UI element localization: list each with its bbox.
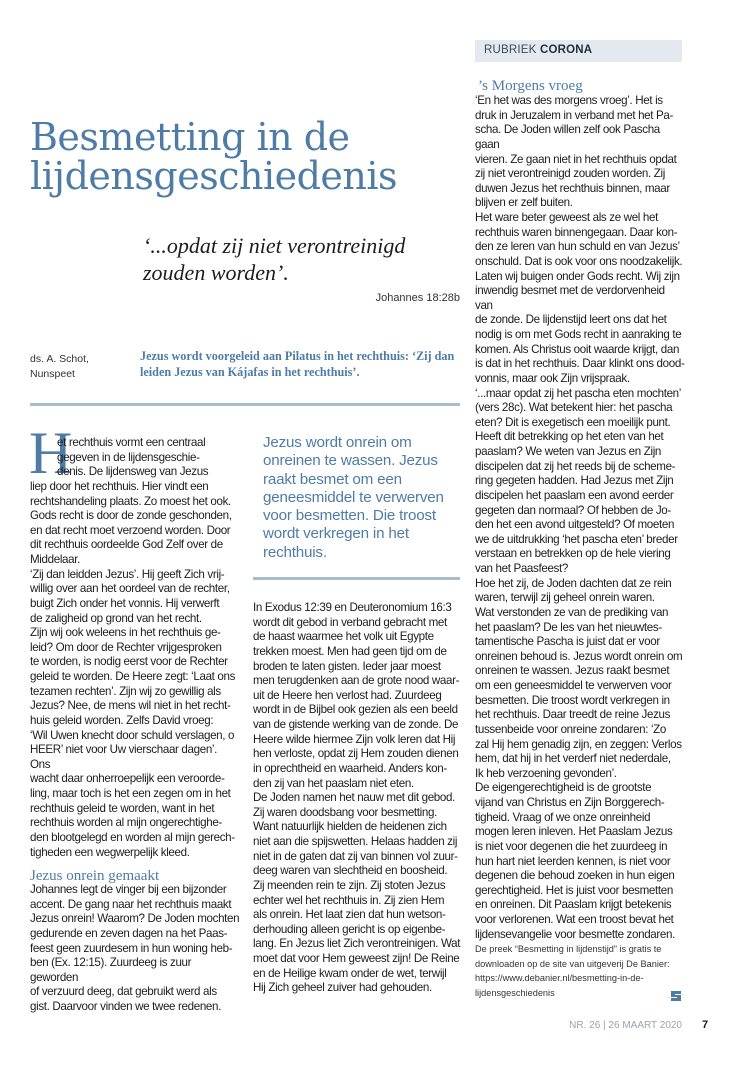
column-1-body-continued	[30, 883, 240, 1015]
subheading-morgens: ’s Morgens vroeg	[478, 78, 583, 94]
pull-quote: Jezus wordt onrein om onreinen te wassen. Jezus raakt besmet om een geneesmiddel te verwerven voor besmetten. Die troost wordt verkregen in het rechthuis.	[263, 434, 444, 561]
rubric-name: CORONA	[539, 44, 593, 56]
subheading-onrein: Jezus onrein gemaakt	[30, 868, 160, 884]
divider-rule	[30, 403, 460, 406]
column-3-text: ‘En het was des morgens vroeg’. Het is druk in Jeruzalem in verband met het Pa- scha. De Joden willen zelf ook Pascha gaan vieren. Ze gaan niet in het rechthuis opdat zij niet verontreinigd zouden worden. Zij duwen Jezus het rechthuis binnen, maar blijven er zelf buiten. Het ware beter geweest als ze wel het rechthuis waren binnengegaan. Daar kon- den ze leren van hun schuld en van Jezus’ onschuld. Dat is ook voor ons noodzakelijk. Laten wij buigen onder Gods recht. Wij zijn inwendig besmet met de verdorvenheid van de zonde. De lijdenstijd leert ons dat het nodig is om met Gods recht in aanraking te komen. Als Christus ooit waarde krijgt, dan is dat in het rechthuis. Daar klinkt ons dood- vonnis, maar ook Zijn vrijspraak. ‘...maar opdat zij het pascha eten mochten’ (vers 28c). Wat betekent hier: het pascha eten? Dit is exegetisch een moeilijk punt. Heeft dit betrekking op het eten van het paaslam? We weten van Jezus en Zijn discipelen dat zij het reeds bij de scheme- ring gegeten hadden. Had Jezus met Zijn discipelen het paaslam een avond eerder gegeten dan normaal? Of hebben de Jo- den het een avond uitgesteld? Of moeten we de uitdrukking ‘het pascha eten’ breder verstaan en betrekken op de hele viering van het Paasfeest? Hoe het zij, de Joden dachten dat ze rein waren, terwijl zij geheel onrein waren. Wat verstonden ze van de prediking van het paaslam? De les van het nieuwtes- tamentische Pascha is juist dat er voor onreinen behoud is. Jezus wordt onrein om onreinen te wassen. Jezus raakt besmet om een geneesmiddel te verwerven voor besmetten. Die troost wordt verkregen in het rechthuis. Daar treedt de reine Jezus tussenbeide voor onreine zondaren: ‘Zo zal Hij hem genadig zijn, en zeggen: Verlos hem, dat hij in het verderf niet nederdale, Ik heb verzoening gevonden’. De eigengerechtigheid is de grootste vijand van Christus en Zijn Borggerech- tigheid. Vraag of we onze onreinheid mogen leren inleven. Het Paaslam Jezus is niet voor degenen die het zuurdeeg in hun hart niet leerden kennen, is niet voor degenen die behoud zoeken in hun eigen gerechtigheid. Het is juist voor besmetten en onreinen. Dit Paaslam krijgt betekenis voor verlorenen. Wat een troost bevat het lijdensevangelie voor besmette zondaren.	[475, 94, 685, 941]
column-1-lead: et rechthuis vormt een centraal gegeven in de lijdensgeschie- denis. De lijdensweg van Jezus	[57, 436, 209, 479]
download-note: De preek “Besmetting in lijdenstijd” is gratis te downloaden op de site van uitgeverij De Banier: https://www.debanier.nl/besmetting-in-de- lijdensgeschiedenis	[475, 944, 670, 998]
column-1-text: liep door het rechthuis. Hier vindt een rechtshandeling plaats. Zo moest het ook. Gods recht is door de zonde geschonden, en dat recht moet verzoend worden. Door dit rechthuis oordeelde God Zelf over de Middelaar. ‘Zij dan leidden Jezus’. Hij geeft Zich vrij- willig over aan het oordeel van de rechter, buigt Zich onder het vonnis. Hij verwerft de zaligheid op grond van het recht. Zijn wij ook weleens in het rechthuis ge- leid? Om door de Rechter vrijgesproken te worden, is nodig eerst voor de Rechter geleid te worden. De Heere zegt: ‘Laat ons tezamen rechten’. Zijn wij zo gewillig als Jezus? Nee, de mens wil niet in het recht- huis geleid worden. Zelfs David vroeg: ‘Wil Uwen knecht door schuld verslagen, o HEER’ niet voor Uw vierschaar dagen’. Ons wacht daar onherroepelijk een veroorde- ling, maar toch is het een zegen om in het rechthuis geleid te worden, want in het rechthuis worden al mijn ongerechtighe- den blootgelegd en worden al mijn gerech- tigheden een wegwerpelijk kleed.	[30, 479, 236, 859]
column-1-text-2: Johannes legt de vinger bij een bijzonder accent. De gang naar het rechthuis maakt Jezus onrein! Waarom? De Joden mochten gedurende en zeven dagen na het Paas- feest geen zuurdesem in hun woning heb- ben (Ex. 12:15). Zuurdeeg is zuur geworden of verzuurd deeg, dat gebruikt werd als gist. Daarvoor vinden we twee redenen.	[30, 883, 240, 1013]
quote-reference: Johannes 18:28b	[375, 292, 460, 304]
column-1-body	[30, 436, 240, 860]
article-intro: Jezus wordt voorgeleid aan Pilatus in het rechthuis: ‘Zij dan leiden Jezus van Kájafas in het rechthuis’.	[140, 349, 455, 379]
page-number: 7	[702, 1019, 709, 1031]
column-2-body	[253, 601, 463, 996]
article-title: Besmetting in de lijdensgeschiedenis	[30, 115, 398, 198]
column-2-text: In Exodus 12:39 en Deuteronomium 16:3 wordt dit gebod in verband gebracht met de haast waarmee het volk uit Egypte trekken moest. Men had geen tijd om de broden te laten gisten. Ieder jaar moest men terugdenken aan de grote nood waar- uit de Heere hen verlost had. Zuurdeeg wordt in de Bijbel ook gezien als een beeld van de gistende werking van de zonde. De Heere wilde hiermee Zijn volk leren dat Hij hen verloste, opdat zij Hem zouden dienen in oprechtheid en waarheid. Anders kon- den zij van het paaslam niet eten. De Joden namen het nauw met dit gebod. Zij waren doodsbang voor besmetting. Want natuurlijk hielden de heidenen zich niet aan die spijswetten. Helaas hadden zij niet in de gaten dat zij van binnen vol zuur- deeg waren van slechtheid en boosheid. Zij meenden rein te zijn. Zij stoten Jezus echter wel het rechthuis in. Zij zien Hem als onrein. Het laat zien dat hun wetson- derhouding alleen gericht is op eigenbe- lang. En Jezus liet Zich verontreinigen. Wat moet dat voor Hem geweest zijn! De Reine en de Heilige kwam onder de wet, terwijl Hij Zich geheel zuiver had gehouden.	[253, 601, 461, 995]
pull-quote-bible: ‘...opdat zij niet verontreinigd zouden worden’.	[143, 233, 406, 285]
issue-info: NR. 26 | 26 MAART 2020	[569, 1020, 682, 1031]
banier-logo-icon	[669, 989, 683, 1003]
rubric-label	[475, 40, 682, 62]
drop-cap: H	[29, 420, 73, 486]
column-3-body	[475, 94, 685, 942]
rubric-prefix: RUBRIEK	[484, 44, 537, 56]
divider-rule	[253, 577, 460, 580]
author-byline: ds. A. Schot, Nunspeet	[30, 353, 89, 380]
